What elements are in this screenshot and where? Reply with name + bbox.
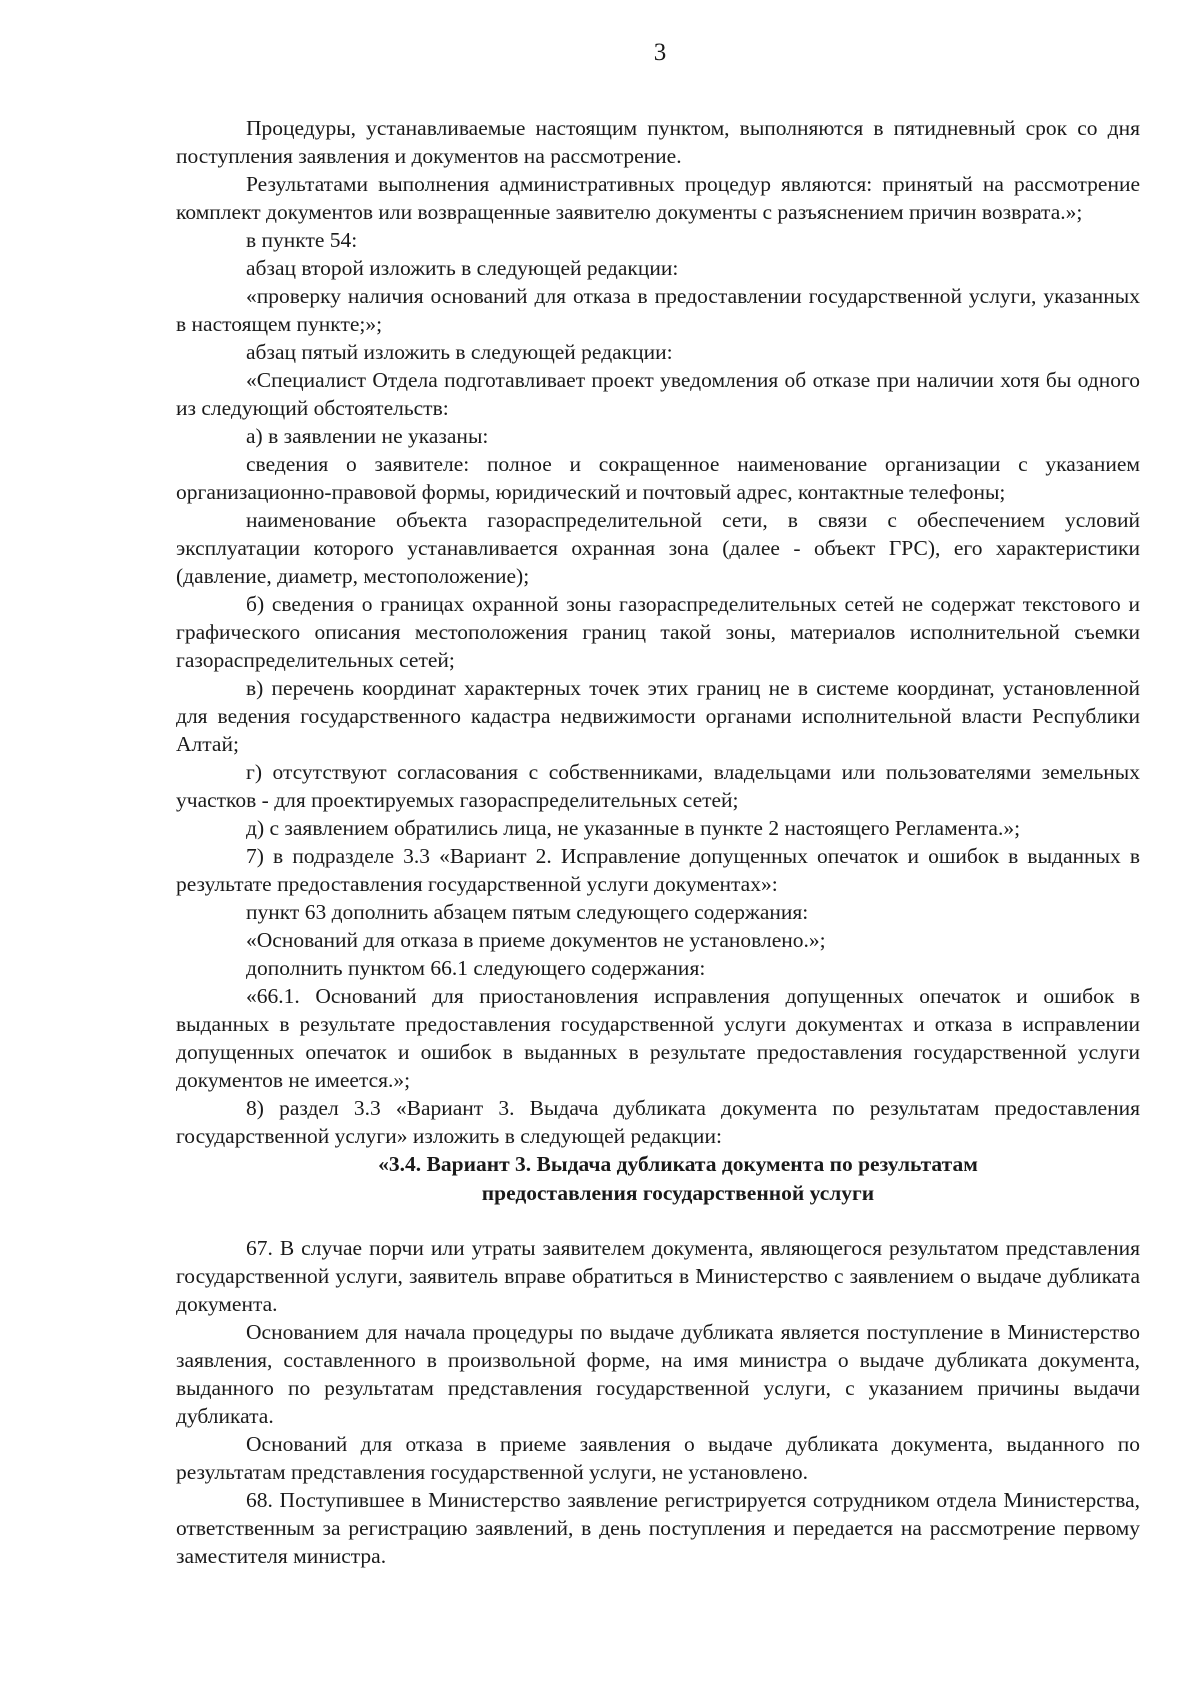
page-number: 3 <box>653 39 667 66</box>
paragraph: абзац пятый изложить в следующей редакции: <box>246 340 673 364</box>
section-heading <box>176 1150 1140 1234</box>
paragraph: «проверку наличия оснований для отказа в предоставлении государственной услуги, указанных в настоящем пункте;»; <box>176 284 1140 336</box>
paragraph: в) перечень координат характерных точек этих границ не в системе координат, установленной для ведения государственного кадастра недвижимости органами исполнительной власти Республики Алтай; <box>176 676 1140 756</box>
paragraph: «66.1. Оснований для приостановления исправления допущенных опечаток и ошибок в выданных в результате предоставления государственной услуги документах и отказа в исправлении допущенных опечаток и ошибок в выданных в результате предоставления государственной услуги документов не имеется.»; <box>176 984 1140 1092</box>
paragraph: «Специалист Отдела подготавливает проект уведомления об отказе при наличии хотя бы одного из следующий обстоятельств: <box>176 368 1140 420</box>
paragraph: д) с заявлением обратились лица, не указанные в пункте 2 настоящего Регламента.»; <box>246 816 1021 840</box>
paragraph: Оснований для отказа в приеме заявления о выдаче дубликата документа, выданного по результатам представления государственной услуги, не установлено. <box>176 1432 1140 1484</box>
paragraph: б) сведения о границах охранной зоны газораспределительных сетей не содержат текстового и графического описания местоположения границ такой зоны, материалов исполнительной съемки газораспределительных сетей; <box>176 592 1140 672</box>
paragraph: Основанием для начала процедуры по выдаче дубликата является поступление в Министерство заявления, составленного в произвольной форме, на имя министра о выдаче дубликата документа, выданного по результатам представления государственной услуги, с указанием причины выдачи дубликата. <box>176 1320 1140 1428</box>
section-heading-line-1: «3.4. Вариант 3. Выдача дубликата документа по результатам <box>378 1152 978 1176</box>
paragraph: Результатами выполнения административных процедур являются: принятый на рассмотрение комплект документов или возвращенные заявителю документы с разъяснением причин возврата.»; <box>176 172 1140 224</box>
paragraph: г) отсутствуют согласования с собственниками, владельцами или пользователями земельных участков - для проектируемых газораспределительных сетей; <box>176 760 1140 812</box>
paragraph: «Оснований для отказа в приеме документов не установлено.»; <box>246 928 826 952</box>
paragraph: пункт 63 дополнить абзацем пятым следующего содержания: <box>246 900 809 924</box>
paragraph: дополнить пунктом 66.1 следующего содержания: <box>246 956 706 980</box>
section-heading-line-2: предоставления государственной услуги <box>481 1181 875 1205</box>
paragraph: в пункте 54: <box>246 228 358 252</box>
document-body <box>176 114 1140 1570</box>
paragraph: абзац второй изложить в следующей редакции: <box>246 256 679 280</box>
paragraph: 8) раздел 3.3 «Вариант 3. Выдача дубликата документа по результатам предоставления государственной услуги» изложить в следующей редакции: <box>176 1096 1140 1148</box>
paragraph: 67. В случае порчи или утраты заявителем документа, являющегося результатом представления государственной услуги, заявитель вправе обратиться в Министерство с заявлением о выдаче дубликата документа. <box>176 1236 1140 1316</box>
paragraph: наименование объекта газораспределительной сети, в связи с обеспечением условий эксплуатации которого устанавливается охранная зона (далее - объект ГРС), его характеристики (давление, диаметр, местоположение); <box>176 508 1140 588</box>
paragraph: 7) в подразделе 3.3 «Вариант 2. Исправление допущенных опечаток и ошибок в выданных в результате предоставления государственной услуги документах»: <box>176 844 1140 896</box>
paragraph: Процедуры, устанавливаемые настоящим пунктом, выполняются в пятидневный срок со дня поступления заявления и документов на рассмотрение. <box>176 116 1140 168</box>
paragraph: сведения о заявителе: полное и сокращенное наименование организации с указанием организационно-правовой формы, юридический и почтовый адрес, контактные телефоны; <box>176 452 1140 504</box>
paragraph: а) в заявлении не указаны: <box>246 424 489 448</box>
paragraph: 68. Поступившее в Министерство заявление регистрируется сотрудником отдела Министерства, ответственным за регистрацию заявлений, в день поступления и передается на рассмотрение первому заместителя министра. <box>176 1488 1140 1568</box>
